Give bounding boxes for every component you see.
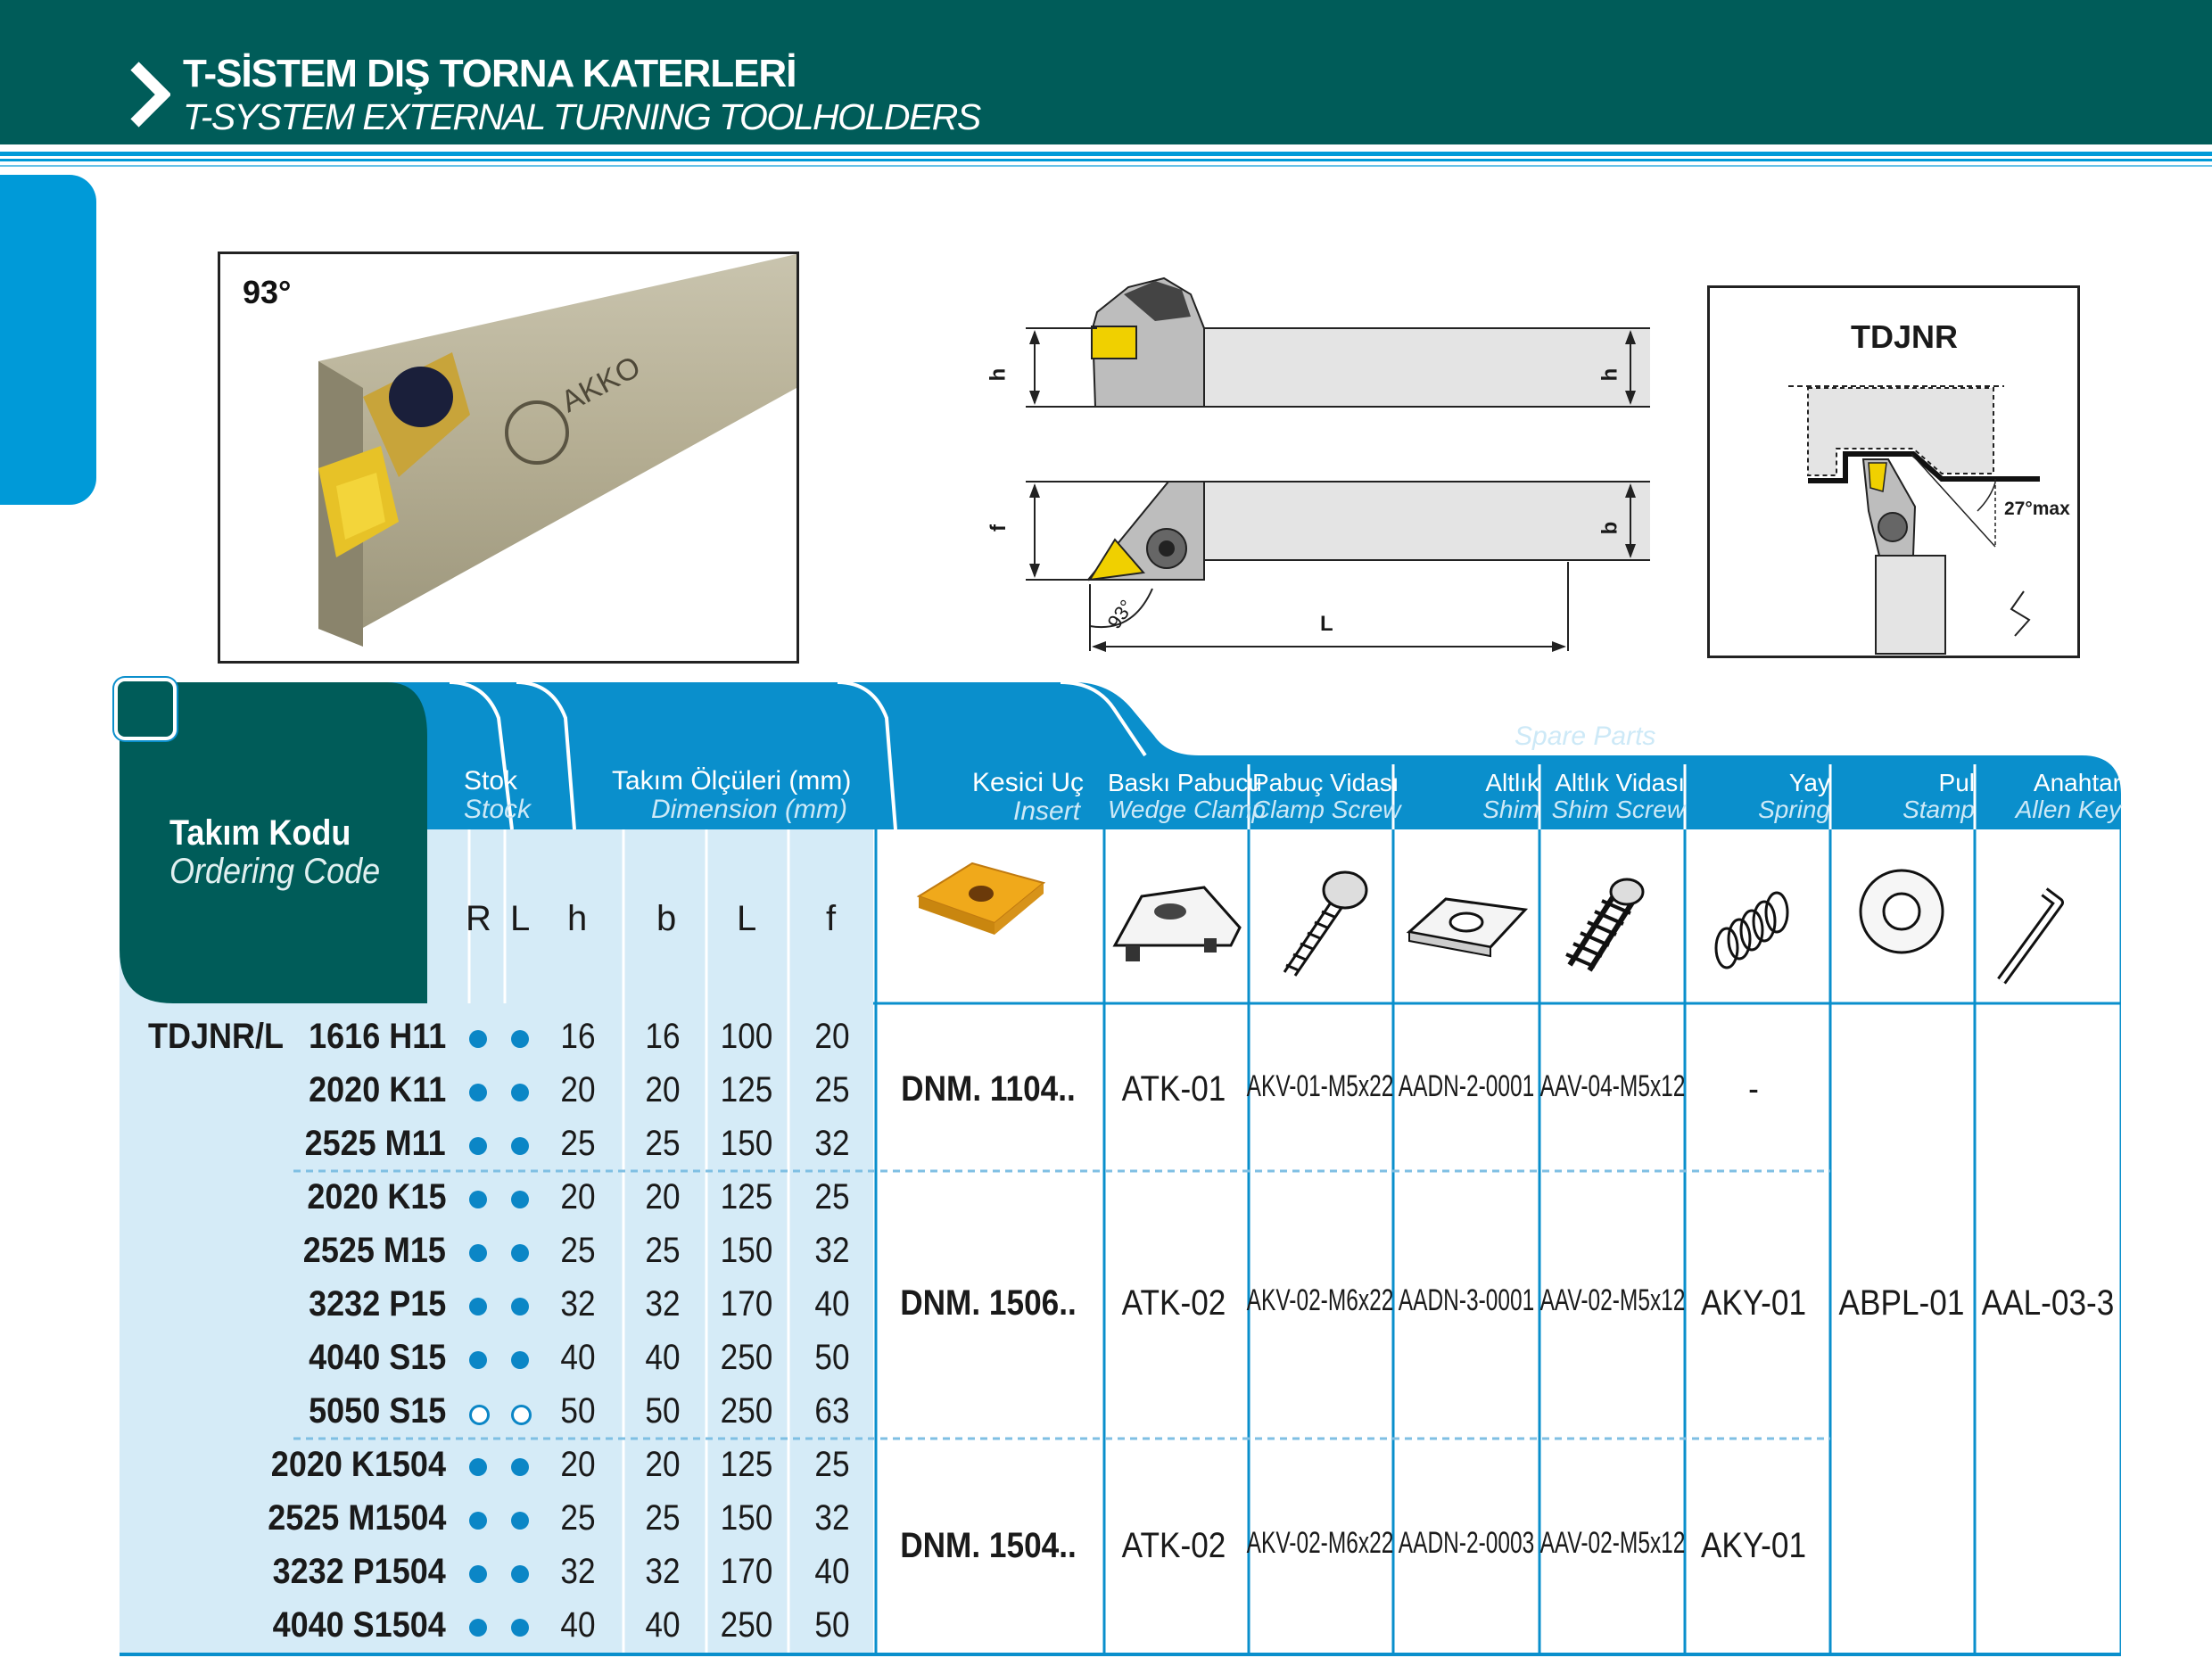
col-b: b <box>656 899 677 938</box>
row-code: 3232 P1504 <box>272 1552 446 1591</box>
cell-f: 63 <box>814 1391 850 1431</box>
group-clamp-screw: AKV-01-M5x22 <box>1246 1069 1394 1103</box>
dimension-header-en: Dimension (mm) <box>651 795 848 824</box>
stock-l-dot <box>511 1619 529 1637</box>
cell-L-dim: 250 <box>720 1338 773 1377</box>
row-code: 5050 S15 <box>308 1391 446 1431</box>
cell-L-dim: 125 <box>720 1445 773 1484</box>
cell-f: 32 <box>814 1231 850 1270</box>
group-clamp-screw: AKV-02-M6x22 <box>1246 1283 1394 1317</box>
stock-r-dot <box>469 1458 487 1476</box>
angle-label: 93° <box>243 274 292 310</box>
spare-col-header: Pul <box>1938 769 1975 796</box>
stock-l-dot <box>511 1351 529 1369</box>
stock-l-dot <box>511 1244 529 1262</box>
spare-col-header: Anahtar <box>2033 769 2121 796</box>
stock-r-dot <box>469 1351 487 1369</box>
row-code: 2525 M11 <box>304 1124 446 1163</box>
cell-f: 25 <box>814 1445 850 1484</box>
cell-L-dim: 150 <box>720 1124 773 1163</box>
stamp-value: ABPL-01 <box>1838 1283 1965 1323</box>
cell-h: 40 <box>560 1338 596 1377</box>
cell-L-dim: 125 <box>720 1177 773 1217</box>
clamp-screw-icon <box>1267 865 1374 981</box>
header-divider <box>0 152 2212 156</box>
cell-f: 25 <box>814 1177 850 1217</box>
cell-L-dim: 150 <box>720 1231 773 1270</box>
cell-f: 25 <box>814 1070 850 1109</box>
stock-l-dot <box>511 1565 529 1583</box>
stock-header: Stok <box>464 766 518 796</box>
cell-f: 50 <box>814 1605 850 1645</box>
spare-col-header: Pabuç Vidası <box>1252 769 1399 796</box>
col-f: f <box>826 899 837 938</box>
cell-h: 25 <box>560 1231 596 1270</box>
cell-b: 16 <box>645 1017 681 1056</box>
cell-b: 25 <box>645 1498 681 1538</box>
group-shim: AADN-2-0003 <box>1398 1526 1535 1560</box>
cell-L-dim: 170 <box>720 1552 773 1591</box>
cell-h: 20 <box>560 1070 596 1109</box>
stock-r-dot <box>469 1244 487 1262</box>
col-h: h <box>567 899 588 938</box>
page-title: T-SİSTEM DIŞ TORNA KATERLERİ <box>183 52 796 95</box>
stock-r-dot <box>469 1191 487 1208</box>
group-shim: AADN-2-0001 <box>1398 1069 1535 1103</box>
group-insert: DNM. 1104.. <box>901 1069 1076 1109</box>
cell-b: 20 <box>645 1445 681 1484</box>
cell-b: 20 <box>645 1070 681 1109</box>
cell-f: 50 <box>814 1338 850 1377</box>
row-code: 4040 S15 <box>308 1338 446 1377</box>
stock-l-dot <box>511 1191 529 1208</box>
cell-h: 20 <box>560 1445 596 1484</box>
cell-f: 32 <box>814 1498 850 1538</box>
stock-r-dot <box>469 1405 490 1425</box>
brand-logo: AKKO <box>555 350 647 420</box>
cell-L-dim: 100 <box>720 1017 773 1056</box>
page-subtitle: T-SYSTEM EXTERNAL TURNING TOOLHOLDERS <box>183 96 980 137</box>
insert-header: Kesici Uç <box>972 768 1085 797</box>
group-shim-screw: AAV-02-M5x12 <box>1539 1283 1686 1317</box>
dim-h-left: h <box>986 367 1011 382</box>
spare-col-header: Baskı Pabucu <box>1108 769 1262 796</box>
spare-col-header-en: Stamp <box>1902 796 1975 823</box>
group-insert: DNM. 1506.. <box>900 1283 1077 1323</box>
insert-header-en: Insert <box>1013 796 1081 826</box>
cell-b: 32 <box>645 1552 681 1591</box>
group-insert: DNM. 1504.. <box>900 1526 1077 1565</box>
group-wedge-clamp: ATK-01 <box>1121 1069 1226 1109</box>
product-photo <box>218 252 799 664</box>
row-code: 2020 K15 <box>306 1177 446 1217</box>
dim-L: L <box>1320 612 1333 636</box>
allen-key-value: AAL-03-3 <box>1981 1283 2115 1323</box>
toolholder-image <box>220 254 796 661</box>
cell-f: 20 <box>814 1017 850 1056</box>
shim-screw-icon <box>1554 865 1652 981</box>
ordering-code-subtitle: Ordering Code <box>169 852 381 891</box>
corner-tab <box>114 678 177 740</box>
stock-r-dot <box>469 1030 487 1048</box>
col-L-dim: L <box>737 899 757 938</box>
tdjnr-sketch <box>1710 288 2077 656</box>
dimension-diagram <box>990 268 1650 669</box>
ordering-code-title: Takım Kodu <box>169 813 351 853</box>
cell-L-dim: 150 <box>720 1498 773 1538</box>
stock-l-dot <box>511 1298 529 1315</box>
spare-col-header: Altlık <box>1485 769 1539 796</box>
stock-header-en: Stock <box>464 795 532 824</box>
stock-r-dot <box>469 1565 487 1583</box>
cell-b: 40 <box>645 1605 681 1645</box>
row-code: 2525 M1504 <box>267 1498 446 1538</box>
cell-f: 40 <box>814 1284 850 1324</box>
cell-b: 32 <box>645 1284 681 1324</box>
cell-L-dim: 250 <box>720 1605 773 1645</box>
header-divider <box>0 159 2212 161</box>
group-spring: AKY-01 <box>1700 1283 1807 1323</box>
group-wedge-clamp: ATK-02 <box>1121 1526 1226 1565</box>
stock-l-dot <box>511 1405 532 1425</box>
cell-L-dim: 125 <box>720 1070 773 1109</box>
cell-b: 40 <box>645 1338 681 1377</box>
dim-b: b <box>1597 521 1622 535</box>
row-prefix: TDJNR/L <box>148 1017 285 1056</box>
row-code: 2525 M15 <box>302 1231 446 1270</box>
insert-icon <box>910 847 1052 963</box>
row-code: 1616 H11 <box>308 1017 446 1056</box>
stock-r-dot <box>469 1619 487 1637</box>
side-tab <box>0 175 96 505</box>
spare-col-header: Altlık Vidası <box>1555 769 1685 796</box>
cell-b: 25 <box>645 1124 681 1163</box>
group-shim: AADN-3-0001 <box>1398 1283 1535 1317</box>
cell-b: 20 <box>645 1177 681 1217</box>
cell-h: 32 <box>560 1284 596 1324</box>
col-R: R <box>466 899 491 938</box>
allen-key-icon <box>1989 865 2087 990</box>
stock-l-dot <box>511 1084 529 1101</box>
cell-h: 40 <box>560 1605 596 1645</box>
spare-col-header-en: Clamp Screw <box>1252 796 1401 823</box>
cell-f: 40 <box>814 1552 850 1591</box>
row-code: 2020 K11 <box>308 1070 446 1109</box>
group-shim-screw: AAV-04-M5x12 <box>1539 1069 1686 1103</box>
cell-L-dim: 170 <box>720 1284 773 1324</box>
spring-icon <box>1700 878 1807 977</box>
tdjnr-title: TDJNR <box>1851 318 1959 355</box>
stock-l-dot <box>511 1458 529 1476</box>
col-L: L <box>510 899 531 938</box>
cell-h: 25 <box>560 1124 596 1163</box>
cell-b: 25 <box>645 1231 681 1270</box>
spare-col-header-en: Shim <box>1482 796 1539 823</box>
wedge-clamp-icon <box>1106 874 1249 972</box>
stock-l-dot <box>511 1030 529 1048</box>
cell-h: 16 <box>560 1017 596 1056</box>
row-code: 2020 K1504 <box>270 1445 446 1484</box>
shim-icon <box>1406 892 1531 963</box>
group-wedge-clamp: ATK-02 <box>1121 1283 1226 1323</box>
group-clamp-screw: AKV-02-M6x22 <box>1246 1526 1394 1560</box>
row-code: 3232 P15 <box>308 1284 446 1324</box>
row-code: 4040 S1504 <box>272 1605 446 1645</box>
spare-col-header-en: Allen Key <box>2015 796 2121 823</box>
cell-h: 50 <box>560 1391 596 1431</box>
stock-r-dot <box>469 1298 487 1315</box>
stock-r-dot <box>469 1512 487 1530</box>
spare-header: Yedek Parçaları <box>1493 691 1681 721</box>
group-spring: - <box>1748 1069 1759 1109</box>
dimension-header: Takım Ölçüleri (mm) <box>612 766 852 796</box>
cell-h: 20 <box>560 1177 596 1217</box>
stamp-icon <box>1857 865 1955 963</box>
spare-header-en: Spare Parts <box>1515 722 1656 751</box>
stock-r-dot <box>469 1084 487 1101</box>
dim-angle: 93° <box>1102 595 1139 633</box>
cell-L-dim: 250 <box>720 1391 773 1431</box>
header-divider <box>0 165 2212 167</box>
spare-col-header-en: Wedge Clamp <box>1108 796 1266 823</box>
cell-f: 32 <box>814 1124 850 1163</box>
cell-b: 50 <box>645 1391 681 1431</box>
spare-col-header-en: Spring <box>1758 796 1830 823</box>
stock-r-dot <box>469 1137 487 1155</box>
spare-col-header-en: Shim Screw <box>1551 796 1685 823</box>
stock-l-dot <box>511 1512 529 1530</box>
spare-col-header: Yay <box>1788 769 1830 796</box>
tdjnr-angle: 27°max <box>2004 499 2070 519</box>
chevron-right-icon <box>129 61 170 128</box>
cell-h: 25 <box>560 1498 596 1538</box>
group-spring: AKY-01 <box>1700 1526 1807 1565</box>
dim-f: f <box>986 524 1011 532</box>
cell-h: 32 <box>560 1552 596 1591</box>
tdjnr-diagram <box>1707 285 2080 658</box>
group-shim-screw: AAV-02-M5x12 <box>1539 1526 1686 1560</box>
stock-l-dot <box>511 1137 529 1155</box>
dim-h-right: h <box>1597 367 1622 382</box>
